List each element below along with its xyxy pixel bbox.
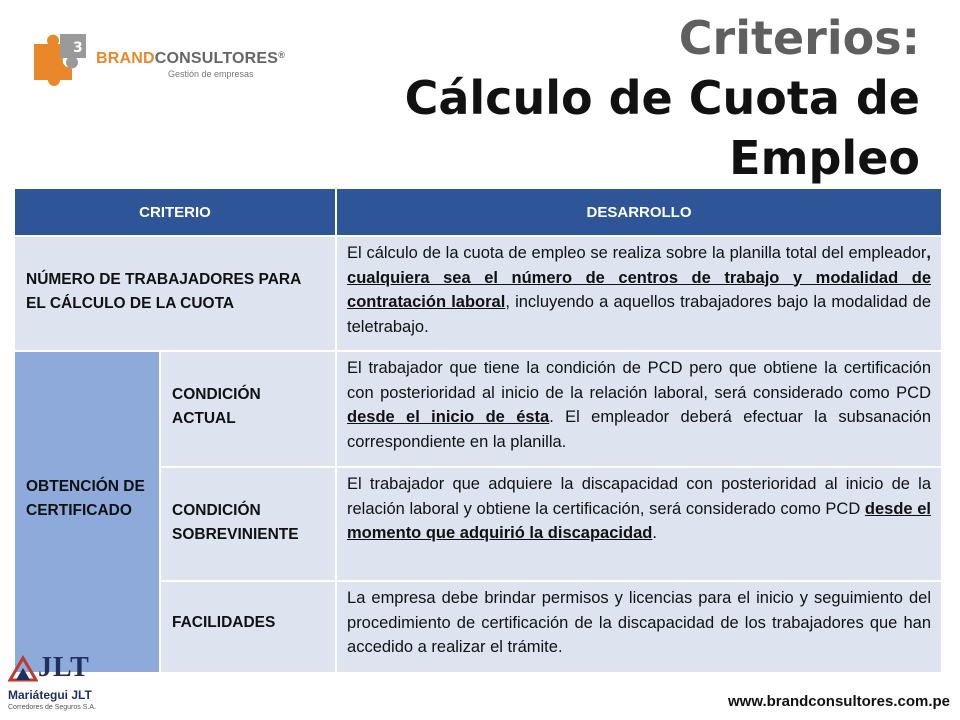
title-line-3: Empleo [729,131,920,185]
title-line-1: Criterios: [678,11,920,65]
row-numero-text: El cálculo de la cuota de empleo se realiza sobre la planilla total del empleador, cualquiera sea el número de centros de trabajo y modalidad de contratación laboral, incluyendo a aquellos trabajadores bajo la modalidad de teletrabajo. [336,236,942,351]
header-desarrollo: DESARROLLO [336,188,942,236]
jlt-sub: Corredores de Seguros S.A. [8,704,96,711]
criteria-table [13,187,941,668]
puzzle-logo-icon [30,30,92,86]
row-numero-label: NÚMERO DE TRABAJADORES PARA EL CÁLCULO DE LA CUOTA [26,271,301,312]
subrow-facilidades-label: FACILIDADES [172,614,276,631]
jlt-emblem-icon [8,654,38,684]
subrow-actual-label: CONDICIÓN ACTUAL [172,386,261,427]
subrow-actual-text: El trabajador que tiene la condición de PCD pero que obtiene la certificación con posterioridad al inicio de la relación laboral, será considerado como PCD desde el inicio de ésta. El empleador deberá efectuar la subsanación correspondiente en la planilla. [336,351,942,467]
header-criterio: CRITERIO [14,188,336,236]
group-obtencion-label-cell [14,351,160,673]
page-title [405,8,920,188]
subrow-facilidades-label-cell [160,581,336,673]
brandconsultores-logo [30,30,286,86]
subrow-facilidades-text: La empresa debe brindar permisos y licencias para el inicio y seguimiento del procedimiento de certificación de la discapacidad de los trabajadores que han accedido a realizar el trámite. [336,581,942,673]
jlt-mark: JLT [38,652,90,683]
brand-name: BRANDCONSULTORES® [96,50,286,67]
brand-tagline: Gestión de empresas [168,69,254,79]
subrow-sobreviniente-text: El trabajador que adquiere la discapacidad con posterioridad al inicio de la relación laboral y obtiene la certificación, será considerado como PCD desde el momento que adquirió la discapacidad. [336,467,942,581]
subrow-actual-label-cell [160,351,336,467]
jlt-name: Mariátegui JLT [8,688,92,702]
title-line-2: Cálculo de Cuota de [404,71,920,125]
jlt-partner-logo [8,652,128,718]
subrow-sobreviniente-label-cell [160,467,336,581]
row-numero-label-cell [14,236,336,351]
group-obtencion-label: OBTENCIÓN DE CERTIFICADO [26,478,145,519]
svg-text:3: 3 [73,40,83,56]
footer-url-link[interactable]: www.brandconsultores.com.pe [728,693,950,710]
subrow-sobreviniente-label: CONDICIÓN SOBREVINIENTE [172,502,299,543]
